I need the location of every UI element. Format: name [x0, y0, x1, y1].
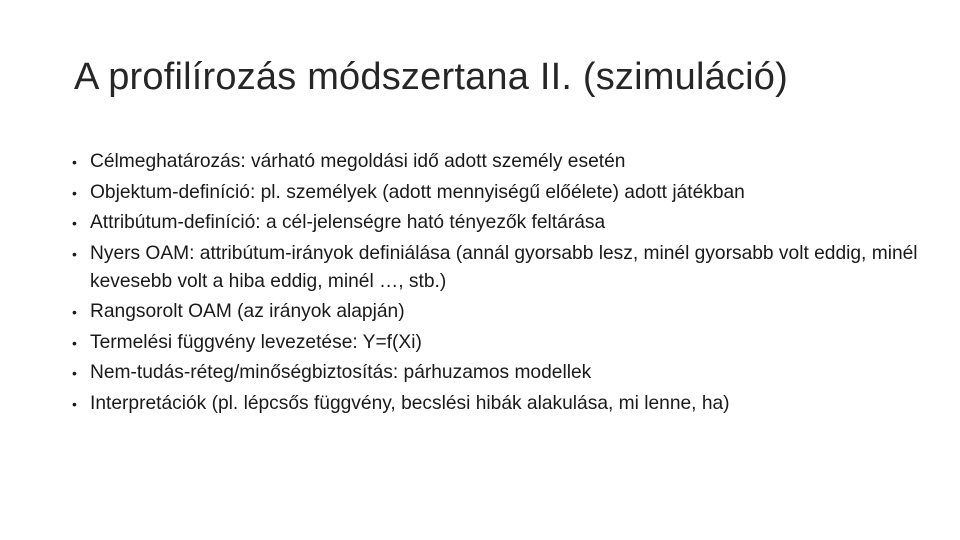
bullet-item [72, 179, 922, 207]
bullet-dot-icon: • [72, 215, 77, 231]
bullet-item [72, 329, 922, 357]
bullet-dot-icon: • [72, 395, 77, 412]
bullet-dot-icon: • [72, 154, 77, 170]
bullet-item [72, 298, 922, 326]
slide-title: A profilírozás módszertana II. (szimuláció) [74, 56, 788, 98]
bullet-list [72, 148, 922, 420]
bullet-item [72, 240, 922, 296]
bullet-text: Nyers OAM: attribútum-irányok definiálása (annál gyorsabb lesz, minél gyorsabb volt eddig, minél kevesebb volt a hiba eddig, minél …, stb.) [90, 242, 918, 292]
bullet-dot-icon: • [72, 245, 77, 262]
bullet-dot-icon: • [72, 365, 77, 381]
bullet-text: Objektum-definíció: pl. személyek (adott mennyiségű előélete) adott játékban [90, 181, 745, 203]
bullet-text: Célmeghatározás: várható megoldási idő adott személy esetén [90, 151, 626, 172]
bullet-text: Nem-tudás-réteg/minőségbiztosítás: párhuzamos modellek [90, 362, 592, 383]
bullet-dot-icon: • [72, 304, 77, 320]
bullet-text: Termelési függvény levezetése: Y=f(Xi) [90, 331, 422, 353]
bullet-text: Rangsorolt OAM (az irányok alapján) [90, 301, 405, 322]
bullet-dot-icon: • [72, 184, 77, 201]
bullet-item [72, 359, 922, 387]
bullet-dot-icon: • [72, 334, 77, 351]
bullet-item [72, 148, 922, 176]
bullet-item [72, 209, 922, 237]
bullet-text: Attribútum-definíció: a cél-jelenségre ható tényezők feltárása [90, 212, 606, 233]
bullet-text: Interpretációk (pl. lépcsős függvény, becslési hibák alakulása, mi lenne, ha) [90, 392, 730, 414]
bullet-item [72, 390, 922, 418]
